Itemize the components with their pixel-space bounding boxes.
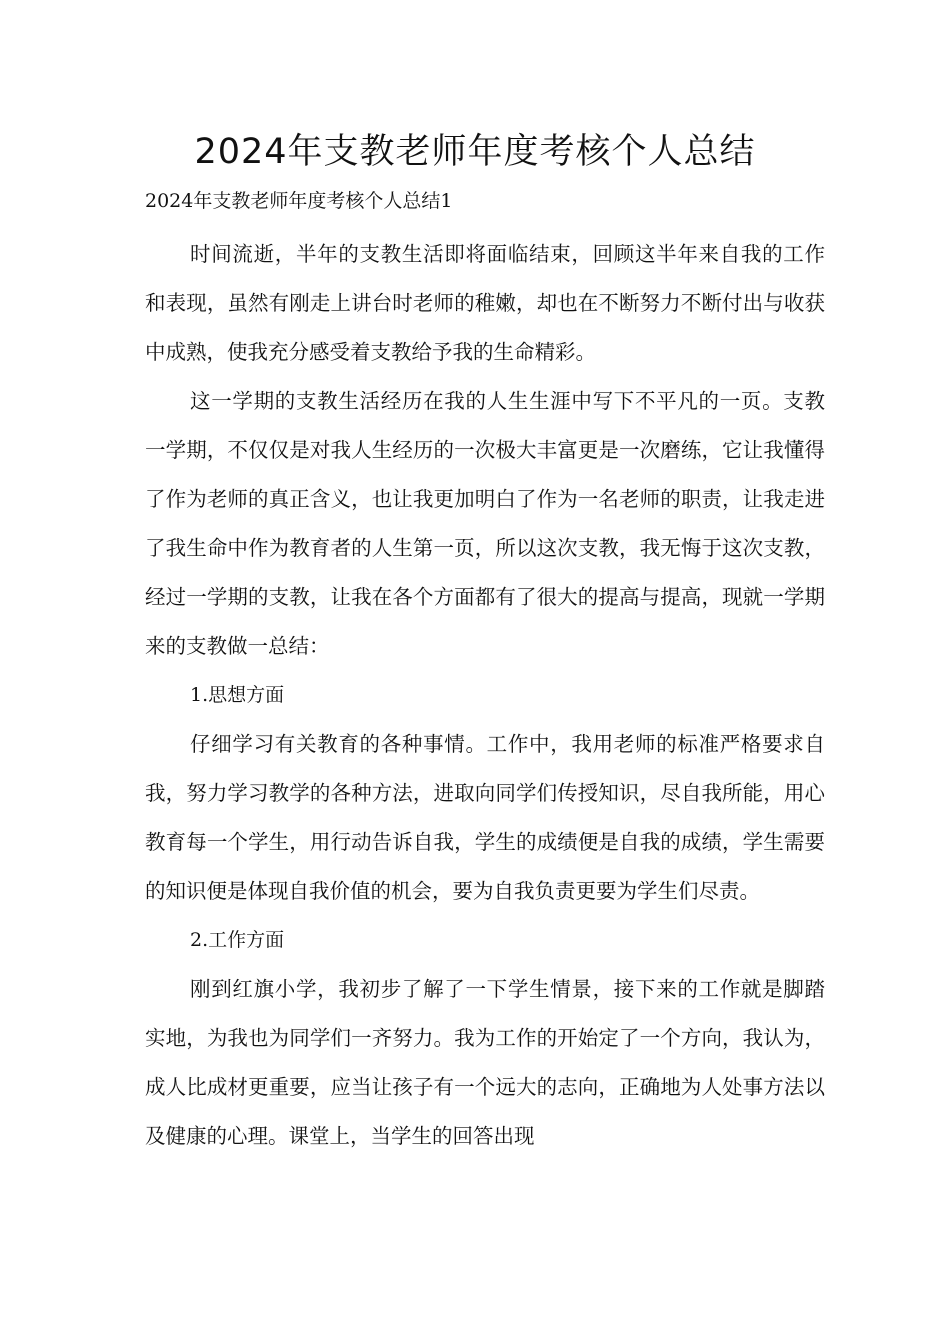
section-heading-thought: 1.思想方面 bbox=[190, 684, 285, 706]
paragraph-work: 刚到红旗小学，我初步了解了一下学生情景，接下来的工作就是脚踏实地，为我也为同学们一齐努力。我为工作的开始定了一个方向，我认为，成人比成材更重要，应当让孩子有一个远大的志向，正确地为人处事方法以及健康的心理。课堂上，当学生的回答出现 bbox=[145, 977, 825, 1148]
section-heading-work: 2.工作方面 bbox=[190, 929, 285, 951]
document-body bbox=[145, 230, 825, 1161]
document-title: 2024年支教老师年度考核个人总结 bbox=[194, 132, 756, 172]
document-subtitle: 2024年支教老师年度考核个人总结1 bbox=[145, 190, 453, 212]
paragraph-intro: 时间流逝，半年的支教生活即将面临结束，回顾这半年来自我的工作和表现，虽然有刚走上讲台时老师的稚嫩，却也在不断努力不断付出与收获中成熟，使我充分感受着支教给予我的生命精彩。 bbox=[145, 242, 825, 364]
paragraph-overview: 这一学期的支教生活经历在我的人生生涯中写下不平凡的一页。支教一学期，不仅仅是对我人生经历的一次极大丰富更是一次磨练，它让我懂得了作为老师的真正含义，也让我更加明白了作为一名老师的职责，让我走进了我生命中作为教育者的人生第一页，所以这次支教，我无悔于这次支教，经过一学期的支教，让我在各个方面都有了很大的提高与提高，现就一学期来的支教做一总结： bbox=[145, 389, 825, 658]
paragraph-thought: 仔细学习有关教育的各种事情。工作中，我用老师的标准严格要求自我，努力学习教学的各种方法，进取向同学们传授知识，尽自我所能，用心教育每一个学生，用行动告诉自我，学生的成绩便是自我的成绩，学生需要的知识便是体现自我价值的机会，要为自我负责更要为学生们尽责。 bbox=[145, 732, 825, 903]
